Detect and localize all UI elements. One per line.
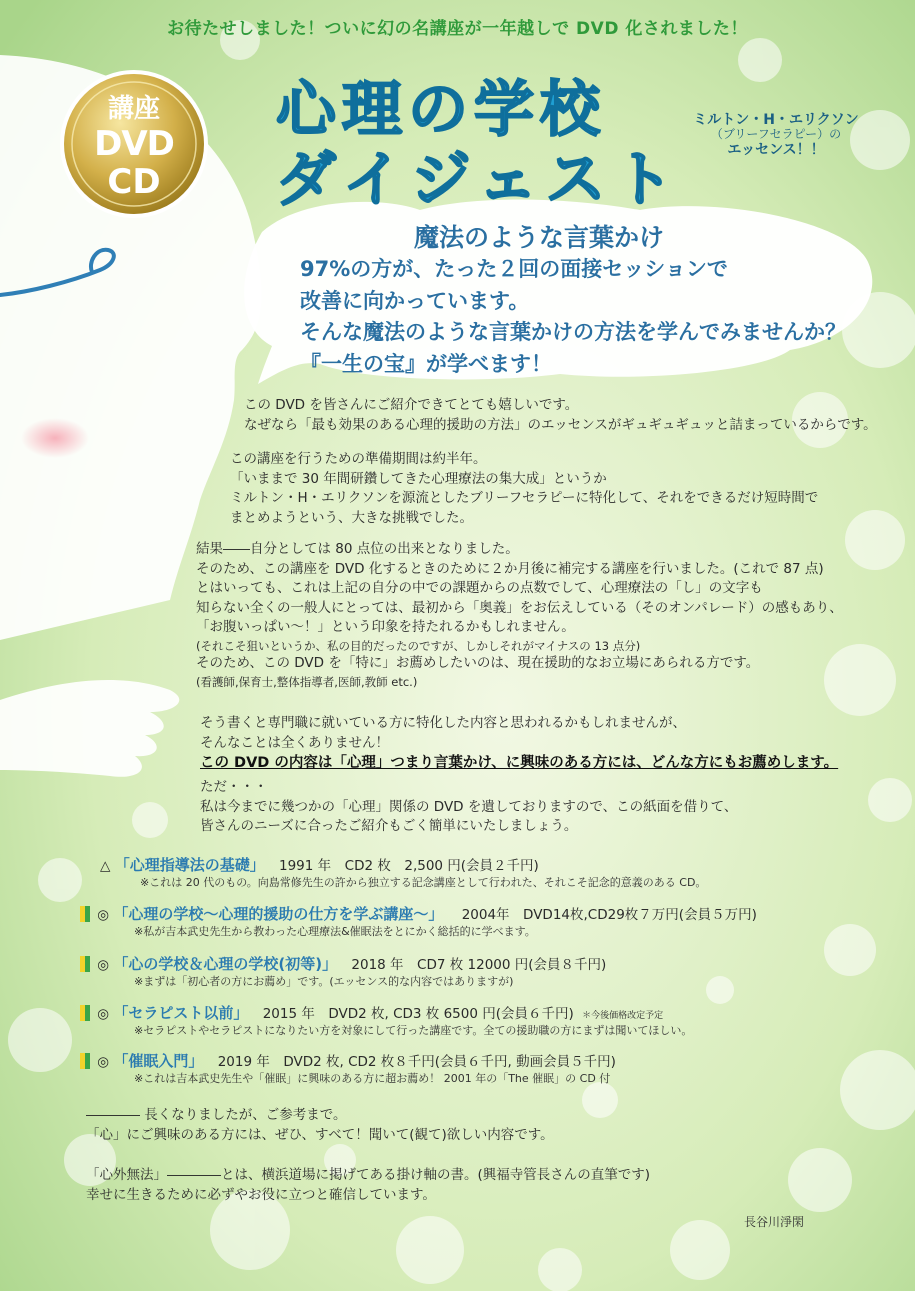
price-revision-note: ＊今後価格改定予定 xyxy=(582,1011,664,1021)
product-note: ※セラピストやセラピストになりたい方を対象にして行った講座です。全ての援助職の方にまずは聞いてほしい。 xyxy=(134,1023,693,1037)
result-line: 結果――自分としては 80 点位の出来となりました。 xyxy=(196,541,519,557)
speech-text xyxy=(300,254,846,380)
paragraph-recommend xyxy=(200,714,838,774)
result-line: (それこそ狙いというか、私の目的だったのですが、しかしそれがマイナスの 13 点分) xyxy=(196,638,641,653)
product-detail: 2004年 DVD14枚,CD29枚７万円(会員５万円) xyxy=(461,907,757,923)
product-title: 「心理の学校～心理的援助の仕方を学ぶ講座～」 xyxy=(113,905,444,923)
speech-line1: 97%の方が、たった２回の面接セッションで xyxy=(300,257,728,281)
side-note-line3: エッセンス！！ xyxy=(727,141,825,158)
recommend-line: そう書くと専門職に就いている方に特化した内容と思われるかもしれませんが、 xyxy=(200,715,686,731)
product-item xyxy=(80,905,757,939)
beginner-leaf-icon xyxy=(80,906,91,922)
product-detail: 1991 年 CD2 枚 2,500 円(会員２千円) xyxy=(279,858,539,874)
closing-block xyxy=(86,1106,554,1145)
closing-line: 幸せに生きるために必ずやお役に立つと確信しています。 xyxy=(86,1186,436,1203)
side-note-line2: （ブリーフセラピー）の xyxy=(710,127,842,142)
intro-line: この DVD を皆さんにご紹介できてとても嬉しいです。 xyxy=(244,397,579,413)
beginner-leaf-icon xyxy=(80,1053,91,1069)
result-line: そのため、この DVD を「特に」お薦めしたいのは、現在援助的なお立場にあられる方です。 xyxy=(196,655,760,672)
preparation-line: ミルトン・H・エリクソンを源流としたブリーフセラピーに特化して、それをできるだけ短時間で xyxy=(230,490,819,507)
preparation-line: 「いままで 30 年間研鑽してきた心理療法の集大成」というか xyxy=(230,470,607,487)
double-circle-mark-icon: ◎ xyxy=(97,957,110,973)
badge-label-dvd: DVD xyxy=(94,124,174,164)
product-note: ※私が吉本武史先生から教わった心理療法&催眠法をとにかく総括的に学べます。 xyxy=(134,924,536,938)
double-circle-mark-icon: ◎ xyxy=(97,1006,110,1022)
speech-line4: 『一生の宝』が学べます！ xyxy=(300,351,552,376)
closing-line: 「心」にご興味のある方には、ぜひ、すべて！聞いて(観て)欲しい内容です。 xyxy=(86,1126,554,1143)
result-line: とはいっても、これは上記の自分の中での課題からの点数でして、心理療法の「し」の文字も xyxy=(196,580,763,597)
product-item xyxy=(100,856,706,890)
closing-line: ―――― 長くなりましたが、ご参考まで。 xyxy=(86,1107,347,1123)
product-item xyxy=(80,1004,692,1038)
result-line: そのため、この講座を DVD 化するときのために２か月後に補完する講座を行いました。(これで 87 点) xyxy=(196,560,824,577)
top-announcement: お待たせしました！ついに幻の名講座が一年越しで DVD 化されました！ xyxy=(167,19,748,39)
double-circle-mark-icon: ◎ xyxy=(97,1054,110,1070)
paragraph-products-intro xyxy=(200,778,737,837)
triangle-mark-icon: △ xyxy=(100,858,111,874)
product-title: 「セラピスト以前」 xyxy=(113,1004,249,1022)
product-item xyxy=(80,1052,616,1086)
product-title: 「催眠入門」 xyxy=(113,1052,204,1070)
products-intro-line: 皆さんのニーズに合ったご紹介もごく簡単にいたしましょう。 xyxy=(200,818,578,835)
product-note: ※これは吉本武史先生や「催眠」に興味のある方に超お薦め！ 2001 年の「The 催眠」の CD 付 xyxy=(134,1071,611,1085)
paragraph-preparation xyxy=(230,450,818,528)
main-title-line1: 心理の学校 xyxy=(276,75,606,145)
side-note-line1: ミルトン・H・エリクソン xyxy=(693,112,859,128)
badge-label-kouza: 講座 xyxy=(107,94,160,124)
product-title: 「心の学校＆心理の学校(初等)」 xyxy=(113,955,338,973)
products-intro-line: ただ・・・ xyxy=(200,779,268,795)
side-note xyxy=(676,112,876,158)
signature: 長谷川淨閑 xyxy=(744,1215,805,1229)
closing-line: 「心外無法」――――とは、横浜道場に掲げてある掛け軸の書。(興福寺管長さんの直筆です) xyxy=(86,1167,651,1183)
double-circle-mark-icon: ◎ xyxy=(97,907,110,923)
preparation-line: まとめようという、大きな挑戦でした。 xyxy=(230,509,473,526)
products-intro-line: 私は今までに幾つかの「心理」関係の DVD を遺しておりますので、この紙面を借りて、 xyxy=(200,798,738,815)
product-title: 「心理指導法の基礎」 xyxy=(114,856,265,874)
main-title-line2: ダイジェスト xyxy=(276,145,682,215)
speech-line3: そんな魔法のような言葉かけの方法を学んでみませんか？ xyxy=(300,320,846,344)
product-item xyxy=(80,955,606,989)
paragraph-result xyxy=(196,540,843,691)
product-note: ※これは 20 代のもの。向島常修先生の許から独立する記念講座として行われた、それこそ記念的意義のある CD。 xyxy=(140,875,707,889)
preparation-line: この講座を行うための準備期間は約半年。 xyxy=(230,451,487,467)
result-line: (看護師,保育士,整体指導者,医師,教師 etc.) xyxy=(196,675,418,690)
result-line: 「お腹いっぱい～！」という印象を持たれるかもしれません。 xyxy=(196,619,575,636)
speech-line2: 改善に向かっています。 xyxy=(300,288,530,313)
product-detail: 2019 年 DVD2 枚, CD2 枚８千円(会員６千円, 動画会員５千円) xyxy=(217,1054,616,1070)
highlight-sentence: この DVD の内容は「心理」つまり言葉かけ、に興味のある方には、どんな方にもお薦めします。 xyxy=(200,755,839,772)
speech-title: 魔法のような言葉かけ xyxy=(414,223,665,252)
beginner-leaf-icon xyxy=(80,1005,91,1021)
badge-label-cd: CD xyxy=(107,162,161,202)
intro-line: なぜなら「最も効果のある心理的援助の方法」のエッセンスがギュギュギュッと詰まっているからです。 xyxy=(244,416,877,433)
paragraph-intro xyxy=(244,396,877,435)
product-note: ※まずは「初心者の方にお薦め」です。(エッセンス的な内容ではありますが) xyxy=(134,974,514,988)
product-detail: 2018 年 CD7 枚 12000 円(会員８千円) xyxy=(351,957,607,973)
closing-motto xyxy=(86,1166,650,1205)
product-detail: 2015 年 DVD2 枚, CD3 枚 6500 円(会員６千円) xyxy=(262,1006,574,1022)
result-line: 知らない全くの一般人にとっては、最初から「奥義」をお伝えしている（そのオンパレード）の感もあり、 xyxy=(196,599,843,616)
beginner-leaf-icon xyxy=(80,956,91,972)
recommend-line: そんなことは全くありません！ xyxy=(200,734,389,751)
